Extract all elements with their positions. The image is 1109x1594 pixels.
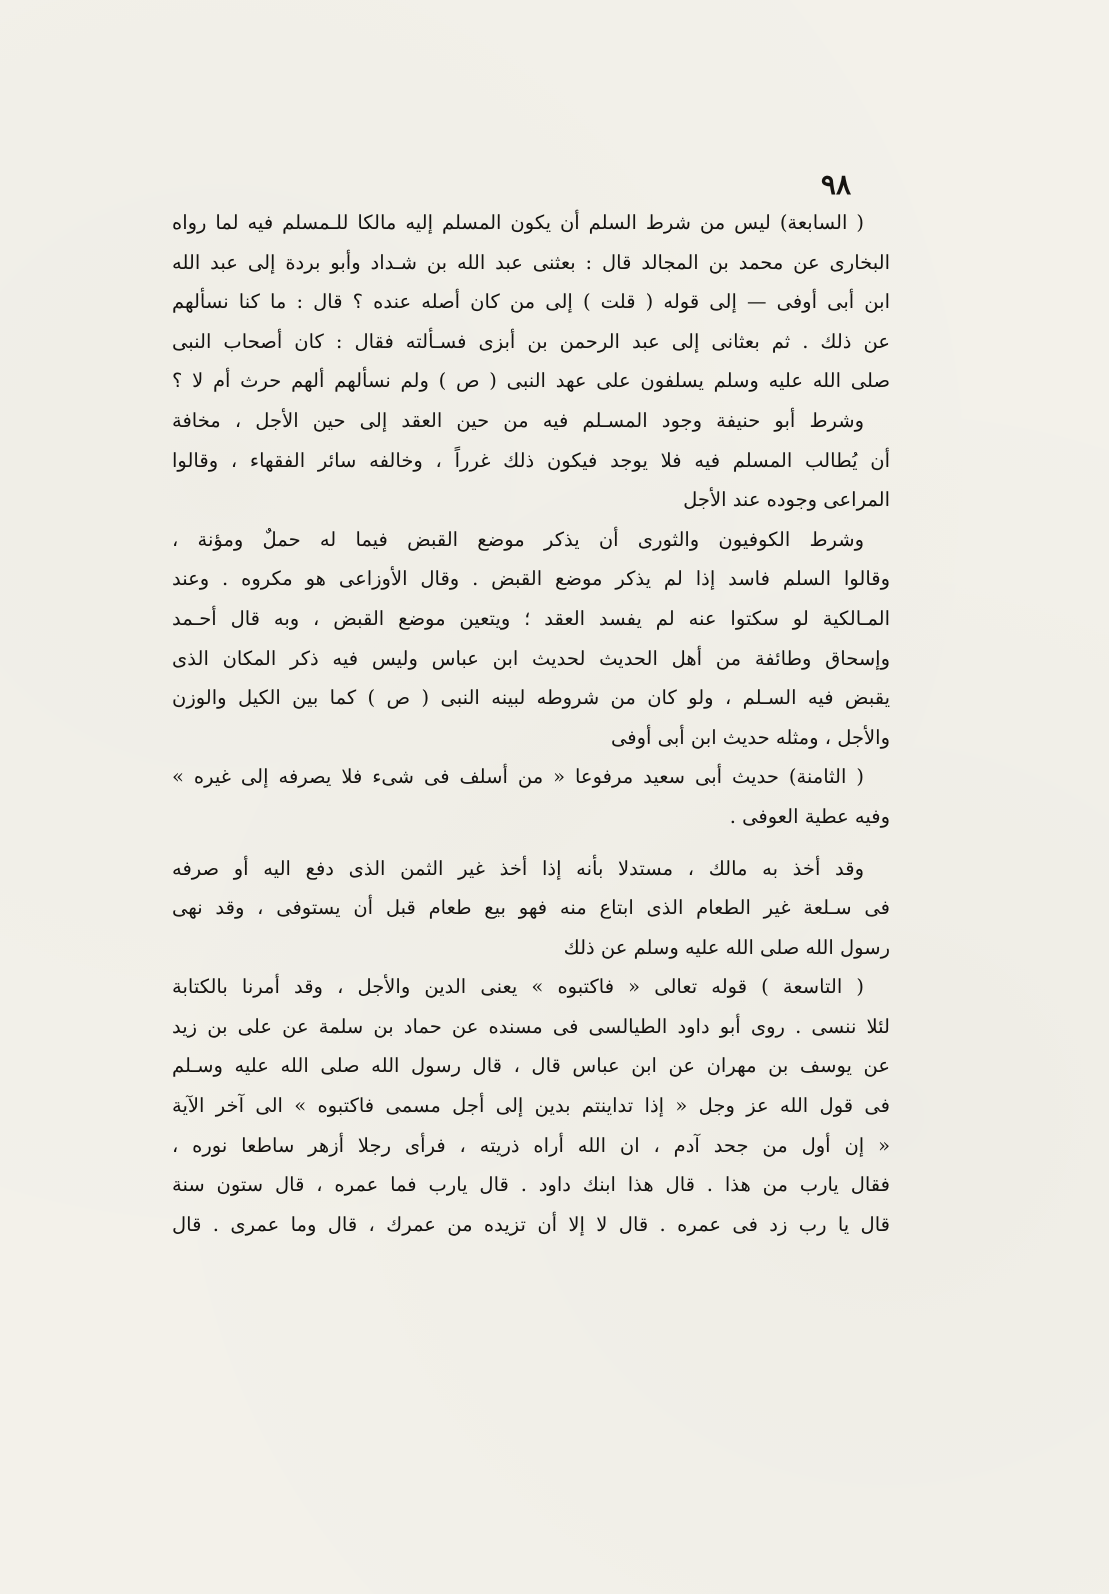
text-line: رسول الله صلى الله عليه وسلم عن ذلك [563, 935, 890, 959]
paragraph-gap [172, 837, 890, 849]
text-line: وقد أخذ به مالك ، مستدلا بأنه إذا أخذ غير الثمن الذى دفع اليه أو صرفه [172, 856, 864, 880]
text-line: المراعى وجوده عند الأجل [683, 488, 890, 512]
text-line: ( السابعة) ليس من شرط السلم أن يكون المسلم إليه مالكا للـمسلم فيه لما رواه [172, 211, 864, 234]
text-line: صلى الله عليه وسلم يسلفون على عهد النبى ( ص ) ولم نسألهم ألهم حرث أم لا ؟ [172, 369, 890, 393]
text-line: فى سـلعة غير الطعام الذى ابتاع منه فهو بيع طعام قبل أن يستوفى ، وقد نهى [172, 896, 890, 920]
text-line: والأجل ، ومثله حديث ابن أبى أوفى [611, 725, 890, 749]
text-line: وفيه عطية العوفى . [729, 804, 890, 828]
text-line: عن يوسف بن مهران عن ابن عباس قال ، قال رسول الله صلى الله عليه وسـلم [172, 1054, 890, 1078]
body-text [172, 203, 890, 1244]
text-line: ( التاسعة ) قوله تعالى « فاكتبوه » يعنى الدين والأجل ، وقد أمرنا بالكتابة [172, 975, 864, 999]
text-line: أن يُطالب المسلم فيه فلا يوجد فيكون ذلك غرراً ، وخالفه سائر الفقهاء ، وقالوا [172, 448, 890, 472]
text-line: لئلا ننسى . روى أبو داود الطيالسى فى مسنده عن حماد بن سلمة عن على بن زيد [172, 1014, 890, 1038]
text-line: عن ذلك . ثم بعثانى إلى عبد الرحمن بن أبزى فسـألته فقال : كان أصحاب النبى [172, 329, 890, 353]
text-line: المـالكية لو سكتوا عنه لم يفسد العقد ؛ ويتعين موضع القبض ، وبه قال أحـمد [172, 606, 890, 630]
text-line: فقال يارب من هذا . قال هذا ابنك داود . قال يارب فما عمره ، قال ستون سنة [172, 1173, 890, 1197]
text-line: ابن أبى أوفى — إلى قوله ( قلت ) إلى من كان أصله عنده ؟ قال : ما كنا نسألهم [172, 290, 890, 314]
text-line: وشرط الكوفيون والثورى أن يذكر موضع القبض فيما له حملٌ ومؤنة ، [172, 527, 864, 551]
text-line: « إن أول من جحد آدم ، ان الله أراه ذريته ، فرأى رجلا أزهر ساطعا نوره ، [172, 1133, 890, 1157]
text-line: البخارى عن محمد بن المجالد قال : بعثنى عبد الله بن شـداد وأبو بردة إلى عبد الله [172, 250, 890, 274]
text-line: وإسحاق وطائفة من أهل الحديث لحديث ابن عباس وليس فيه ذكر المكان الذى [172, 646, 890, 670]
text-line: يقبض فيه السـلم ، ولو كان من شروطه لبينه النبى ( ص ) كما بين الكيل والوزن [172, 686, 890, 710]
page-number: ٩٨ [820, 168, 851, 201]
text-line: قال يا رب زد فى عمره . قال لا إلا أن تزيده من عمرك ، قال وما عمرى . قال [172, 1212, 890, 1236]
text-line: وقالوا السلم فاسد إذا لم يذكر موضع القبض . وقال الأوزاعى هو مكروه . وعند [172, 567, 890, 591]
text-line: وشرط أبو حنيفة وجود المسـلم فيه من حين العقد إلى حين الأجل ، مخافة [172, 408, 864, 432]
text-line: فى قول الله عز وجل « إذا تداينتم بدين إلى أجل مسمى فاكتبوه » الى آخر الآية [172, 1094, 890, 1118]
text-line: ( الثامنة) حديث أبى سعيد مرفوعا « من أسلف فى شىء فلا يصرفه إلى غيره » [172, 765, 864, 789]
